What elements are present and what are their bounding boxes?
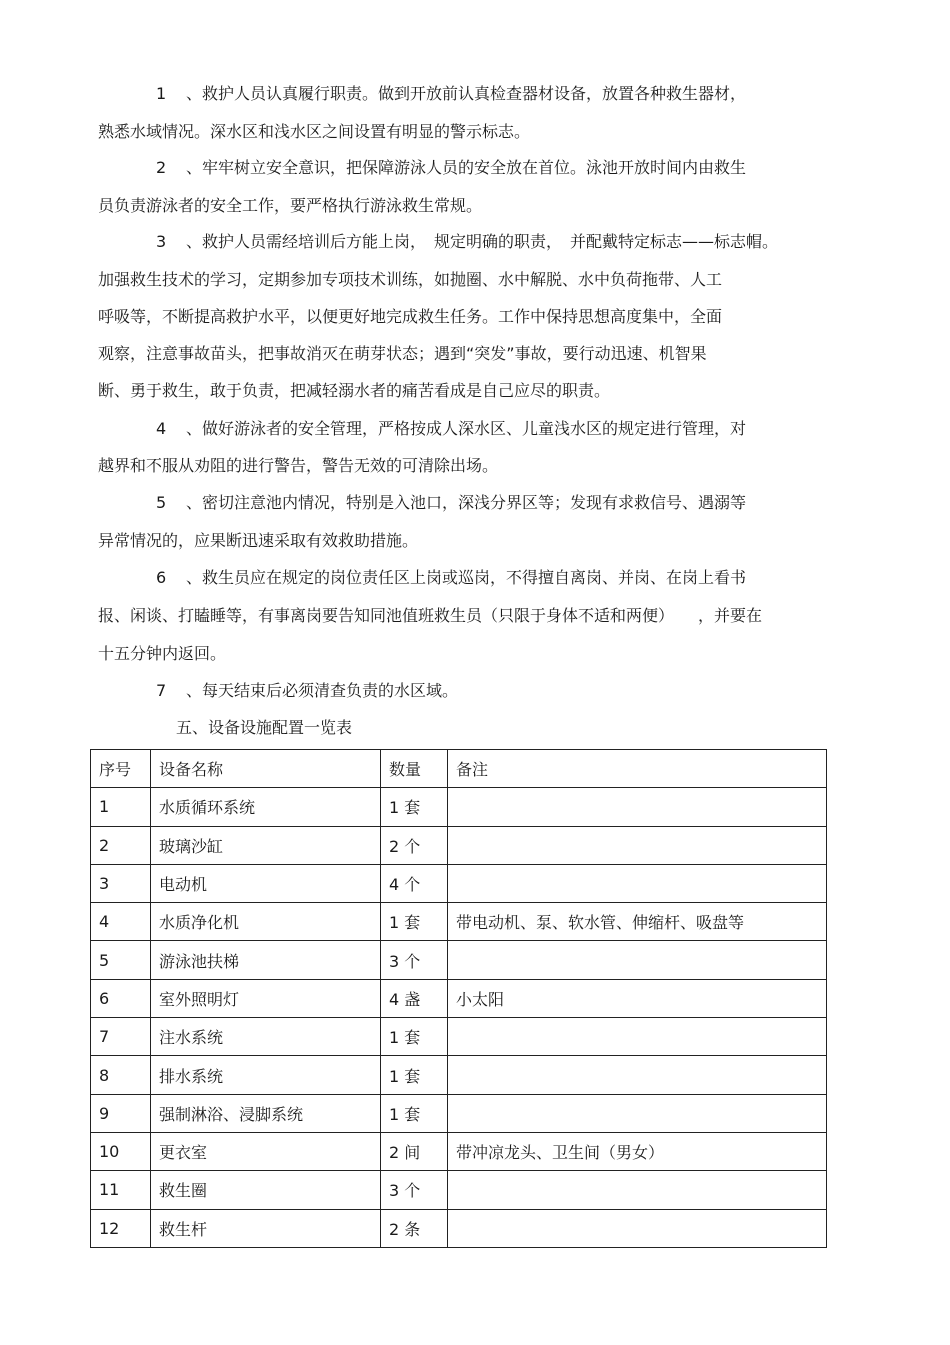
item-1-line-1 bbox=[156, 84, 746, 104]
cell-remarks bbox=[448, 788, 827, 826]
item-6-line-2: 报、闲谈、打瞌睡等，有事离岗要告知同池值班救生员（只限于身体不适和两便） ，并要在 bbox=[98, 606, 763, 625]
cell-equipment-name: 室外照明灯 bbox=[151, 979, 381, 1017]
item-7-line-1 bbox=[156, 681, 458, 701]
item-3-number: 3 bbox=[156, 232, 167, 251]
item-6-line-1 bbox=[156, 568, 746, 588]
cell-remarks bbox=[448, 826, 827, 864]
item-1-line-2: 熟悉水域情况。深水区和浅水区之间设置有明显的警示标志。 bbox=[98, 122, 531, 141]
item-7-number: 7 bbox=[156, 681, 167, 700]
item-3-line-3: 呼吸等，不断提高救护水平，以便更好地完成救生任务。工作中保持思想高度集中，全面 bbox=[98, 307, 723, 326]
cell-serial: 12 bbox=[91, 1209, 151, 1247]
cell-equipment-name: 游泳池扶梯 bbox=[151, 941, 381, 979]
cell-equipment-name: 救生杆 bbox=[151, 1209, 381, 1247]
cell-serial: 5 bbox=[91, 941, 151, 979]
item-6-line-3: 十五分钟内返回。 bbox=[98, 644, 227, 663]
item-3-line-5: 断、勇于救生，敢于负责，把减轻溺水者的痛苦看成是自己应尽的职责。 bbox=[98, 381, 611, 400]
item-3-line-1 bbox=[156, 232, 778, 252]
cell-remarks bbox=[448, 864, 827, 902]
cell-quantity: 1 套 bbox=[381, 1018, 448, 1056]
table-row bbox=[91, 941, 827, 979]
cell-remarks bbox=[448, 1056, 827, 1094]
cell-remarks bbox=[448, 1171, 827, 1209]
cell-equipment-name: 更衣室 bbox=[151, 1132, 381, 1170]
cell-serial: 10 bbox=[91, 1132, 151, 1170]
item-4-number: 4 bbox=[156, 419, 167, 438]
cell-equipment-name: 注水系统 bbox=[151, 1018, 381, 1056]
item-3-line-4: 观察，注意事故苗头，把事故消灭在萌芽状态；遇到“突发”事故，要行动迅速、机智果 bbox=[98, 344, 707, 363]
cell-serial: 3 bbox=[91, 864, 151, 902]
item-4-line-2: 越界和不服从劝阻的进行警告，警告无效的可清除出场。 bbox=[98, 456, 499, 475]
cell-serial: 7 bbox=[91, 1018, 151, 1056]
item-1-text-1: 、救护人员认真履行职责。做到开放前认真检查器材设备，放置各种救生器材， bbox=[186, 84, 747, 103]
item-6-number: 6 bbox=[156, 568, 167, 587]
cell-quantity: 1 套 bbox=[381, 788, 448, 826]
item-2-number: 2 bbox=[156, 158, 167, 177]
cell-equipment-name: 电动机 bbox=[151, 864, 381, 902]
table-row bbox=[91, 1018, 827, 1056]
item-5-number: 5 bbox=[156, 493, 167, 512]
cell-serial: 11 bbox=[91, 1171, 151, 1209]
header-remarks: 备注 bbox=[448, 750, 827, 788]
item-1-number: 1 bbox=[156, 84, 167, 103]
cell-quantity: 2 个 bbox=[381, 826, 448, 864]
table-row bbox=[91, 1094, 827, 1132]
cell-equipment-name: 玻璃沙缸 bbox=[151, 826, 381, 864]
cell-serial: 9 bbox=[91, 1094, 151, 1132]
cell-serial: 4 bbox=[91, 903, 151, 941]
item-3-text-1: 、救护人员需经培训后方能上岗， 规定明确的职责， 并配戴特定标志——标志帽。 bbox=[186, 232, 779, 251]
cell-serial: 2 bbox=[91, 826, 151, 864]
cell-quantity: 3 个 bbox=[381, 941, 448, 979]
item-6-text-1: 、救生员应在规定的岗位责任区上岗或巡岗，不得擅自离岗、并岗、在岗上看书 bbox=[186, 568, 747, 587]
header-equipment-name: 设备名称 bbox=[151, 750, 381, 788]
header-serial: 序号 bbox=[91, 750, 151, 788]
table-row bbox=[91, 1171, 827, 1209]
cell-quantity: 3 个 bbox=[381, 1171, 448, 1209]
cell-equipment-name: 排水系统 bbox=[151, 1056, 381, 1094]
item-2-text-1: 、牢牢树立安全意识，把保障游泳人员的安全放在首位。泳池开放时间内由救生 bbox=[186, 158, 747, 177]
cell-remarks bbox=[448, 1094, 827, 1132]
cell-quantity: 2 间 bbox=[381, 1132, 448, 1170]
item-5-line-2: 异常情况的，应果断迅速采取有效救助措施。 bbox=[98, 531, 419, 550]
table-row bbox=[91, 864, 827, 902]
cell-remarks: 小太阳 bbox=[448, 979, 827, 1017]
header-quantity: 数量 bbox=[381, 750, 448, 788]
item-4-text-1: 、做好游泳者的安全管理，严格按成人深水区、儿童浅水区的规定进行管理，对 bbox=[186, 419, 747, 438]
item-5-line-1 bbox=[156, 493, 746, 513]
item-3-line-2: 加强救生技术的学习，定期参加专项技术训练，如抛圈、水中解脱、水中负荷拖带、人工 bbox=[98, 270, 723, 289]
cell-quantity: 4 盏 bbox=[381, 979, 448, 1017]
cell-remarks bbox=[448, 1018, 827, 1056]
cell-quantity: 2 条 bbox=[381, 1209, 448, 1247]
cell-equipment-name: 水质循环系统 bbox=[151, 788, 381, 826]
cell-serial: 1 bbox=[91, 788, 151, 826]
cell-remarks bbox=[448, 941, 827, 979]
cell-serial: 6 bbox=[91, 979, 151, 1017]
cell-serial: 8 bbox=[91, 1056, 151, 1094]
table-row bbox=[91, 788, 827, 826]
item-7-text-1: 、每天结束后必须清查负责的水区域。 bbox=[186, 681, 459, 700]
cell-equipment-name: 强制淋浴、浸脚系统 bbox=[151, 1094, 381, 1132]
table-caption: 五、设备设施配置一览表 bbox=[176, 718, 353, 737]
table-row bbox=[91, 1132, 827, 1170]
item-5-text-1: 、密切注意池内情况，特别是入池口，深浅分界区等；发现有求救信号、遇溺等 bbox=[186, 493, 747, 512]
table-row bbox=[91, 826, 827, 864]
cell-equipment-name: 水质净化机 bbox=[151, 903, 381, 941]
cell-quantity: 1 套 bbox=[381, 903, 448, 941]
cell-remarks: 带冲凉龙头、卫生间（男女） bbox=[448, 1132, 827, 1170]
table-header-row bbox=[91, 750, 827, 788]
cell-equipment-name: 救生圈 bbox=[151, 1171, 381, 1209]
cell-remarks bbox=[448, 1209, 827, 1247]
item-2-line-1 bbox=[156, 158, 746, 178]
cell-quantity: 1 套 bbox=[381, 1056, 448, 1094]
equipment-table bbox=[90, 749, 827, 1248]
table-row bbox=[91, 1209, 827, 1247]
table-row bbox=[91, 1056, 827, 1094]
table-row bbox=[91, 979, 827, 1017]
table-row bbox=[91, 903, 827, 941]
cell-quantity: 4 个 bbox=[381, 864, 448, 902]
cell-quantity: 1 套 bbox=[381, 1094, 448, 1132]
item-2-line-2: 员负责游泳者的安全工作，要严格执行游泳救生常规。 bbox=[98, 196, 483, 215]
cell-remarks: 带电动机、泵、软水管、伸缩杆、吸盘等 bbox=[448, 903, 827, 941]
item-4-line-1 bbox=[156, 419, 746, 439]
